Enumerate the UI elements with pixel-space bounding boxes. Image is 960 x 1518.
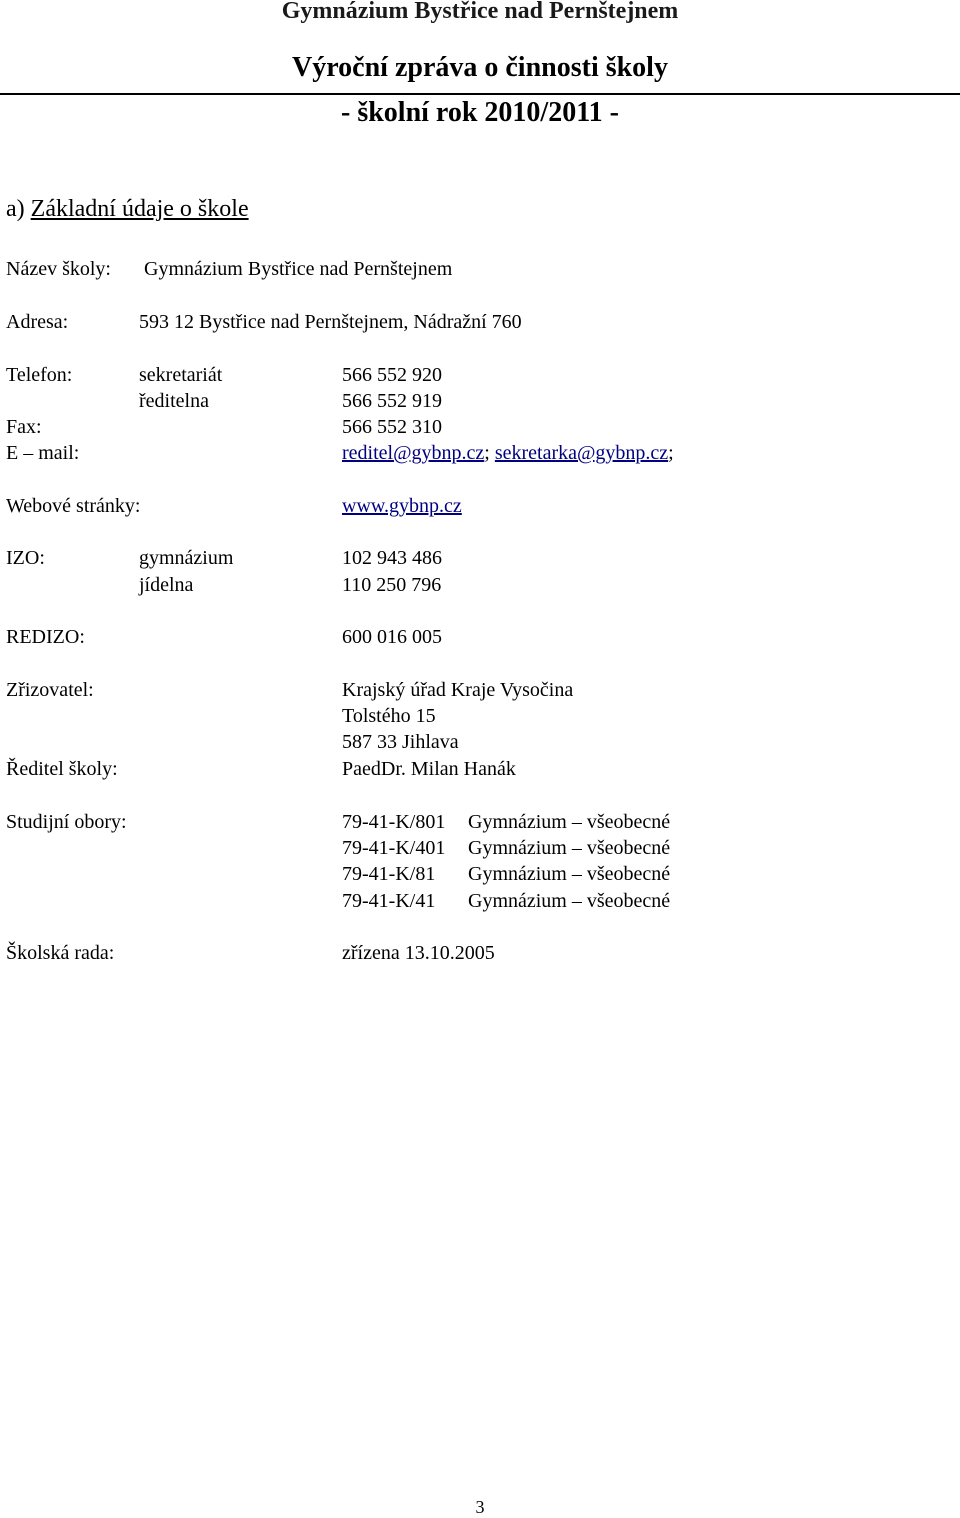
website-link-wrap: [342, 495, 462, 518]
address-label: Adresa:: [6, 311, 69, 333]
email-label: E – mail:: [6, 442, 80, 464]
email-separator: ;: [484, 442, 495, 464]
fax-label: Fax:: [6, 416, 42, 438]
school-name-value: Gymnázium Bystřice nad Pernštejnem: [144, 258, 453, 280]
izo-gym-value: 102 943 486: [342, 547, 442, 569]
program-name: Gymnázium – všeobecné: [468, 811, 671, 833]
izo-label: IZO:: [6, 547, 45, 569]
email-director-link[interactable]: reditel@gybnp.cz: [342, 442, 485, 464]
phone-label: Telefon:: [6, 364, 73, 386]
school-board-label: Školská rada:: [6, 942, 115, 964]
school-year-title: - školní rok 2010/2011 -: [341, 97, 619, 128]
program-name: Gymnázium – všeobecné: [468, 837, 671, 859]
program-code: 79-41-K/401: [342, 837, 446, 859]
section-prefix: a): [6, 196, 31, 222]
program-code: 79-41-K/81: [342, 863, 436, 885]
address-value: 593 12 Bystřice nad Pernštejnem, Nádražní 760: [139, 311, 522, 333]
website-label: Webové stránky:: [6, 495, 141, 517]
header-rule: [0, 93, 960, 95]
redizo-label: REDIZO:: [6, 626, 85, 648]
director-value: PaedDr. Milan Hanák: [342, 758, 516, 780]
program-name: Gymnázium – všeobecné: [468, 890, 671, 912]
founder-label: Zřizovatel:: [6, 679, 94, 701]
fax-value: 566 552 310: [342, 416, 442, 438]
email-secretary-link[interactable]: sekretarka@gybnp.cz: [494, 442, 669, 464]
program-name: Gymnázium – všeobecné: [468, 863, 671, 885]
founder-street: Tolstého 15: [342, 705, 436, 727]
redizo-value: 600 016 005: [342, 626, 442, 648]
program-code: 79-41-K/801: [342, 811, 446, 833]
report-title: Výroční zpráva o činnosti školy: [292, 52, 668, 83]
director-label: Ředitel školy:: [6, 758, 118, 780]
email-values: [342, 442, 674, 465]
school-title: Gymnázium Bystřice nad Pernštejnem: [281, 0, 679, 24]
website-link[interactable]: www.gybnp.cz: [342, 495, 462, 517]
izo-canteen-value: 110 250 796: [342, 574, 442, 596]
school-board-value: zřízena 13.10.2005: [342, 942, 495, 964]
phone-director-label: ředitelna: [139, 390, 209, 412]
founder-name: Krajský úřad Kraje Vysočina: [342, 679, 574, 701]
email-end: ;: [668, 442, 674, 464]
phone-secretariat-label: sekretariát: [139, 364, 223, 386]
section-title: Základní údaje o škole: [30, 196, 249, 222]
school-name-label: Název školy:: [6, 258, 111, 280]
founder-city: 587 33 Jihlava: [342, 731, 459, 753]
section-heading: [6, 196, 249, 223]
phone-director-value: 566 552 919: [342, 390, 442, 412]
phone-secretariat-value: 566 552 920: [342, 364, 442, 386]
programs-label: Studijní obory:: [6, 811, 127, 833]
page-number: 3: [475, 1497, 485, 1517]
program-code: 79-41-K/41: [342, 890, 436, 912]
izo-gym-label: gymnázium: [139, 547, 234, 569]
izo-canteen-label: jídelna: [139, 574, 194, 596]
